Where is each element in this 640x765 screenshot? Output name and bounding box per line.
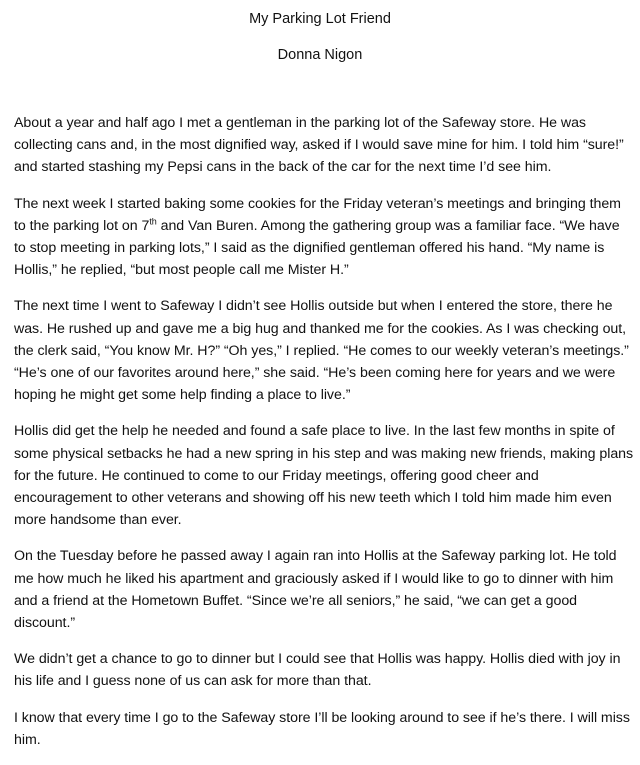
- paragraph-2-lead: The next week I started baking some cookies for the Friday veteran’s meetings and bringing them to the parking lot on 7: [14, 195, 621, 234]
- document-title: My Parking Lot Friend: [249, 11, 391, 27]
- document-body: [14, 112, 634, 765]
- paragraph-4: Hollis did get the help he needed and found a safe place to live. In the last few months in spite of some physical setbacks he had a new spring in his step and was making new friends, making plans for the future. He continued to come to our Friday meetings, offering good cheer and encouragement to other veterans and showing off his new teeth which I told him made him even more handsome than ever.: [14, 423, 634, 529]
- paragraph-2-rest: Among the gathering group was a familiar face. “We have to stop meeting in parking lots,” I said as the dignified gentleman offered his hand. “My name is Hollis,” he replied, “but most people call me Mister H.”: [14, 217, 620, 279]
- paragraph-7: I know that every time I go to the Safeway store I’ll be looking around to see if he’s there. I will miss him.: [14, 709, 630, 748]
- paragraph-1: About a year and half ago I met a gentleman in the parking lot of the Safeway store. He was collecting cans and, in the most dignified way, asked if I would save mine for him. I told him “sure!” and started stashing my Pepsi cans in the back of the car for the next time I’d see him.: [14, 115, 624, 176]
- ordinal-suffix: th: [149, 216, 157, 227]
- paragraph-6: We didn’t get a chance to go to dinner but I could see that Hollis was happy. Hollis died with joy in his life and I guess none of us can ask for more than that.: [14, 651, 621, 690]
- paragraph-5: On the Tuesday before he passed away I again ran into Hollis at the Safeway parking lot. He told me how much he liked his apartment and graciously asked if I would like to go to dinner with him and a friend at the Hometown Buffet. “Since we’re all seniors,” he said, “we can get a good discount.”: [14, 548, 617, 632]
- paragraph-2-tail: and Van Buren.: [156, 217, 261, 234]
- paragraph-2: [14, 193, 634, 282]
- paragraph-3: The next time I went to Safeway I didn’t see Hollis outside but when I entered the store, there he was. He rushed up and gave me a big hug and thanked me for the cookies. As I was checking out, the clerk said, “You know Mr. H?” “Oh yes,” I replied. “He comes to our weekly veteran’s meetings.” “He’s one of our favorites around here,” she said. “He’s been coming here for years and we were hoping he might get some help finding a place to live.”: [14, 298, 629, 404]
- document-author: Donna Nigon: [277, 47, 363, 63]
